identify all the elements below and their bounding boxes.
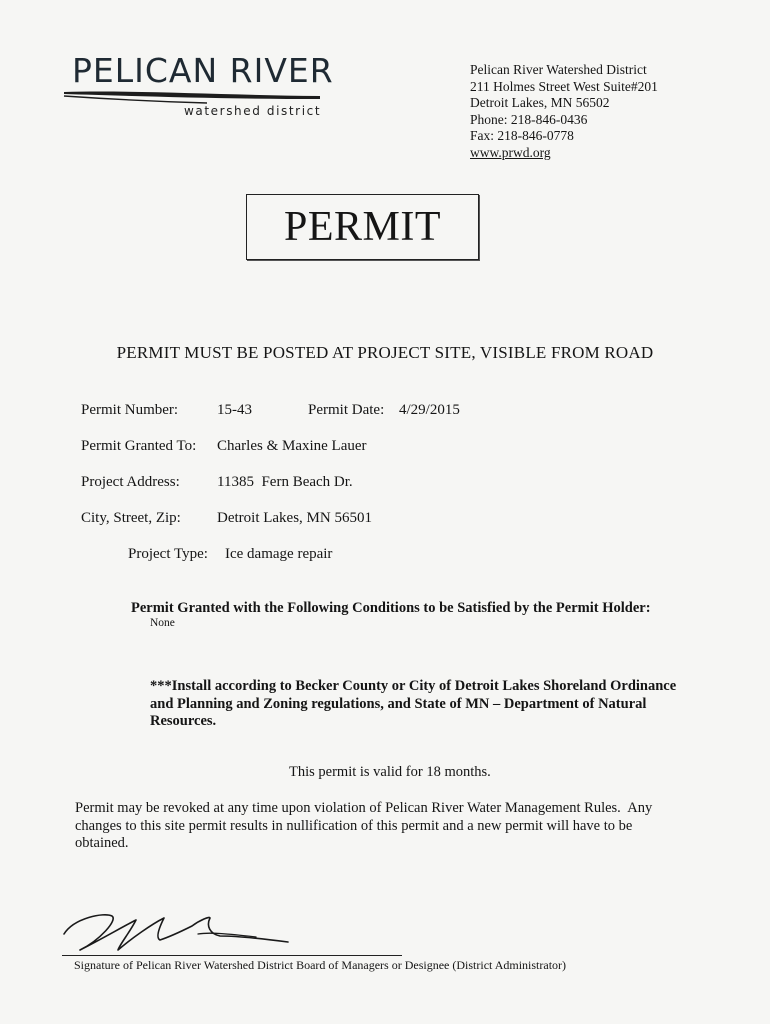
install-note-line: ***Install according to Becker County or City of Detroit Lakes Shoreland Ordinance bbox=[150, 678, 677, 694]
project-address-value: 11385 Fern Beach Dr. bbox=[217, 474, 353, 490]
validity-statement: This permit is valid for 18 months. bbox=[289, 764, 491, 780]
install-note-line: and Planning and Zoning regulations, and State of MN – Department of Natural bbox=[150, 695, 647, 712]
permit-number-label: Permit Number: bbox=[81, 402, 179, 418]
signature-line bbox=[62, 955, 402, 956]
logo-subtitle: watershed district bbox=[184, 104, 322, 118]
address-line: 211 Holmes Street West Suite#201 bbox=[470, 78, 658, 94]
district-address bbox=[470, 62, 658, 161]
posting-notice: PERMIT MUST BE POSTED AT PROJECT SITE, VISIBLE FROM ROAD bbox=[116, 343, 654, 362]
address-line: Detroit Lakes, MN 56502 bbox=[470, 95, 610, 110]
phone-line: Phone: 218-846-0436 bbox=[470, 111, 588, 127]
project-type-label: Project Type: bbox=[128, 546, 208, 562]
revocation-line: Permit may be revoked at any time upon violation of Pelican River Water Management Rules. Any bbox=[75, 800, 653, 816]
granted-to-label: Permit Granted To: bbox=[81, 438, 197, 454]
revocation-line: obtained. bbox=[75, 835, 129, 851]
project-address-label: Project Address: bbox=[81, 474, 180, 490]
install-note-line: Resources. bbox=[150, 713, 217, 729]
logo-swoosh-icon bbox=[62, 86, 324, 106]
conditions-value: None bbox=[150, 617, 175, 629]
revocation-line: changes to this site permit results in nullification of this permit and a new permit will have to be bbox=[75, 817, 633, 834]
handwritten-signature bbox=[60, 906, 300, 958]
conditions-heading: Permit Granted with the Following Conditions to be Satisfied by the Permit Holder: bbox=[131, 600, 651, 616]
website-link[interactable]: www.prwd.org bbox=[470, 144, 551, 160]
revocation-paragraph bbox=[75, 800, 652, 853]
project-type-value: Ice damage repair bbox=[225, 546, 333, 562]
install-note bbox=[150, 678, 676, 731]
document-title: PERMIT bbox=[246, 194, 479, 260]
permit-date-label: Permit Date: bbox=[308, 402, 385, 418]
granted-to-value: Charles & Maxine Lauer bbox=[217, 438, 367, 454]
permit-number-value: 15-43 bbox=[217, 402, 252, 418]
permit-date-value: 4/29/2015 bbox=[399, 402, 460, 418]
city-label: City, Street, Zip: bbox=[81, 510, 181, 526]
city-value: Detroit Lakes, MN 56501 bbox=[217, 510, 372, 526]
address-line: Pelican River Watershed District bbox=[470, 62, 647, 77]
logo-name: PELICAN RIVER bbox=[72, 51, 334, 90]
signature-caption: Signature of Pelican River Watershed District Board of Managers or Designee (District Administrator) bbox=[74, 958, 567, 972]
fax-line: Fax: 218-846-0778 bbox=[470, 128, 574, 143]
